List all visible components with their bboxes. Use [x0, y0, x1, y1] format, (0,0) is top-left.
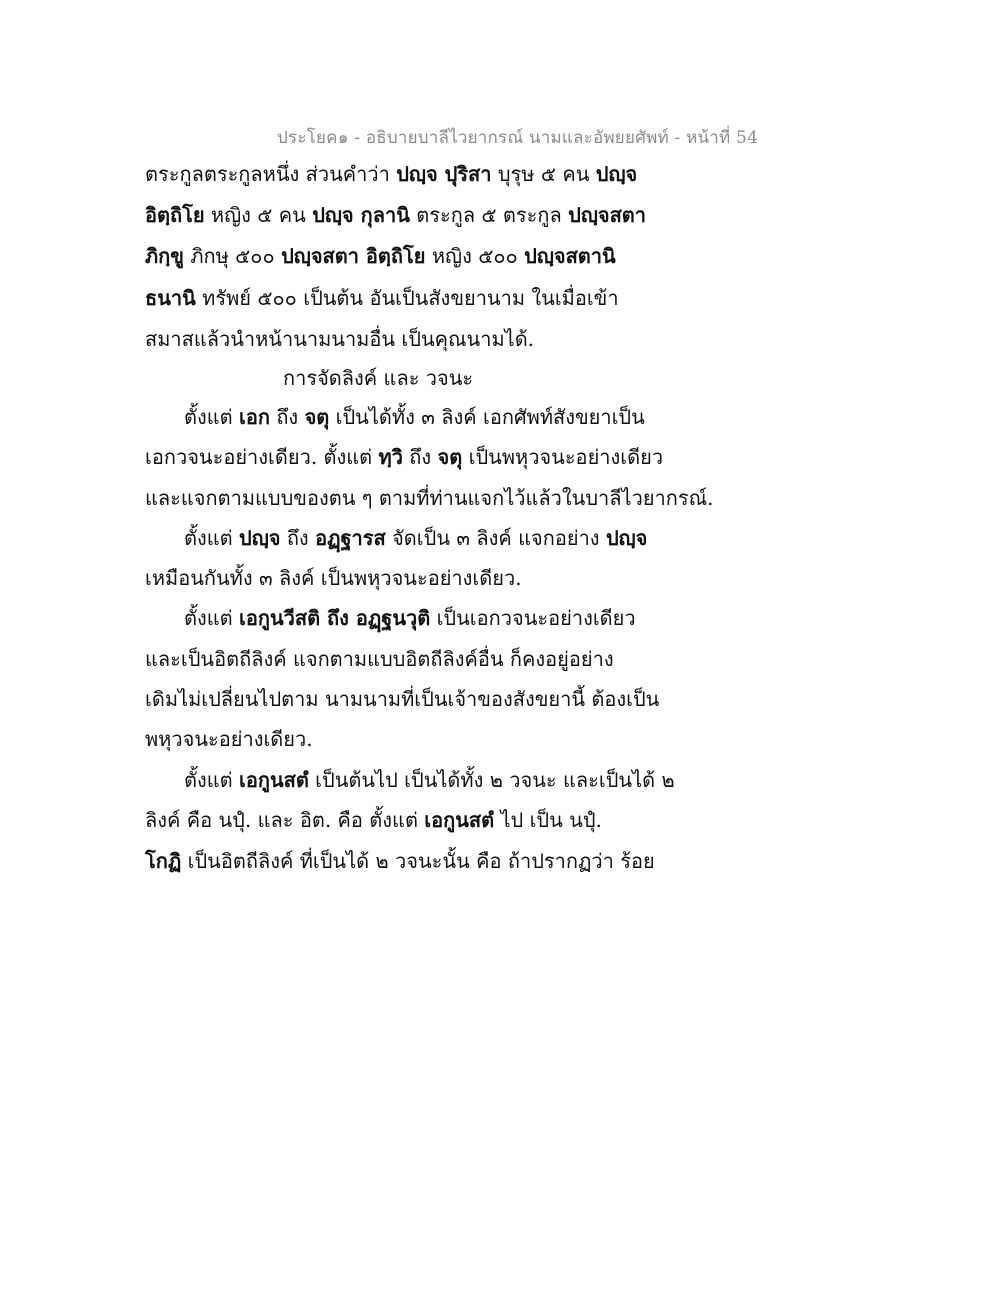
text-run: ภิกษุ ๕๐๐: [183, 244, 282, 268]
text-run: ตระกูล ๕ ตระกูล: [409, 203, 569, 227]
text-run: เป็นเอกวจนะอย่างเดียว: [430, 606, 636, 630]
text-line: [145, 725, 745, 753]
text-run: เป็นพหุวจนะอย่างเดียว: [462, 445, 664, 469]
text-line: [145, 484, 745, 512]
pali-term: ปญฺจสตา: [568, 203, 647, 227]
text-run: หญิง ๕ คน: [204, 203, 313, 227]
text-run: และแจกตามแบบของตน ๆ ตามที่ท่านแจกไว้แล้วในบาลีไวยากรณ์.: [145, 486, 714, 510]
text-line: [145, 443, 745, 471]
text-line: [145, 645, 745, 673]
text-run: ทรัพย์ ๕๐๐ เป็นต้น อันเป็นสังขยานาม ในเมื่อเข้า: [195, 286, 619, 310]
text-run: เอกวจนะอย่างเดียว. ตั้งแต่: [145, 445, 379, 469]
text-run: ตั้งแต่: [184, 405, 239, 429]
text-line: [145, 806, 745, 834]
pali-term: ธนานิ: [145, 286, 196, 310]
pali-term: ปญฺจ: [595, 162, 638, 186]
pali-term: ปญฺจ ปุริสา: [396, 162, 492, 186]
text-run: เป็นได้ทั้ง ๓ ลิงค์ เอกศัพท์สังขยาเป็น: [329, 405, 645, 429]
text-line: [184, 403, 784, 431]
text-run: ลิงค์ คือ นปุํ. และ อิต. คือ ตั้งแต่: [145, 808, 425, 832]
pali-term: อฏฺฐารส: [315, 526, 386, 550]
text-line: [145, 564, 745, 592]
text-run: ตั้งแต่: [184, 526, 239, 550]
text-run: เป็นต้นไป เป็นได้ทั้ง ๒ วจนะ และเป็นได้ ๒: [308, 768, 675, 792]
text-run: หญิง ๕๐๐: [425, 244, 525, 268]
text-line: [184, 766, 784, 794]
pali-term: เอกูนสตํ: [424, 808, 495, 832]
text-run: บุรุษ ๕ คน: [491, 162, 596, 186]
text-run: เดิมไม่เปลี่ยนไปตาม นามนามที่เป็นเจ้าของสังขยานี้ ต้องเป็น: [145, 687, 660, 711]
text-run: สมาสแล้วนำหน้านามนามอื่น เป็นคุณนามได้.: [145, 327, 535, 351]
page-header: ประโยค๑ - อธิบายบาลีไวยากรณ์ นามและอัพยยศัพท์ - หน้าที่ 54: [277, 128, 759, 148]
text-run: พหุวจนะอย่างเดียว.: [145, 727, 313, 751]
pali-term: ปญฺจสตานิ: [524, 244, 616, 268]
section-heading: [283, 364, 883, 392]
text-line: [145, 685, 745, 713]
text-run: การจัดลิงค์ และ วจนะ: [283, 366, 474, 390]
text-run: ตระกูลตระกูลหนึ่ง ส่วนคำว่า: [145, 162, 397, 186]
text-run: จัดเป็น ๓ ลิงค์ แจกอย่าง: [385, 526, 606, 550]
text-line: [184, 524, 784, 552]
pali-term: โกฏิ: [145, 849, 182, 873]
pali-term: เอกูนสตํ: [239, 768, 309, 792]
pali-term: ภิกฺขู: [145, 244, 184, 268]
pali-term: เอก: [239, 405, 270, 429]
pali-term: อิตฺถิโย: [145, 203, 205, 227]
text-run: ไป เป็น นปุํ.: [494, 808, 602, 832]
text-run: ตั้งแต่: [184, 606, 239, 630]
pali-term: ปญฺจ กุลานิ: [312, 203, 410, 227]
pali-term: ทฺวิ: [378, 445, 403, 469]
text-run: และเป็นอิตถีลิงค์ แจกตามแบบอิตถีลิงค์อื่น ก็คงอยู่อย่าง: [145, 647, 614, 671]
pali-term: จตุ: [437, 445, 463, 469]
text-line: [145, 201, 745, 229]
pali-term: ปญฺจ: [239, 526, 281, 550]
text-run: เหมือนกันทั้ง ๓ ลิงค์ เป็นพหุวจนะอย่างเดียว.: [145, 566, 522, 590]
text-line: [145, 325, 745, 353]
text-line: [184, 604, 784, 632]
text-run: ถึง: [402, 445, 438, 469]
pali-term: ปญฺจ: [605, 526, 648, 550]
text-line: [145, 847, 745, 875]
pali-term: ปญฺจสตา อิตฺถิโย: [281, 244, 426, 268]
text-run: เป็นอิตถีลิงค์ ที่เป็นได้ ๒ วจนะนั้น คือ ถ้าปรากฏว่า ร้อย: [181, 849, 655, 873]
pali-term: จตุ: [304, 405, 330, 429]
text-line: [145, 242, 745, 270]
pali-term: เอกูนวีสติ ถึง อฏฺฐนวุติ: [239, 606, 431, 630]
text-line: [145, 284, 745, 312]
text-line: [145, 160, 745, 188]
text-run: ถึง: [269, 405, 305, 429]
text-run: ตั้งแต่: [184, 768, 239, 792]
text-run: ถึง: [280, 526, 316, 550]
